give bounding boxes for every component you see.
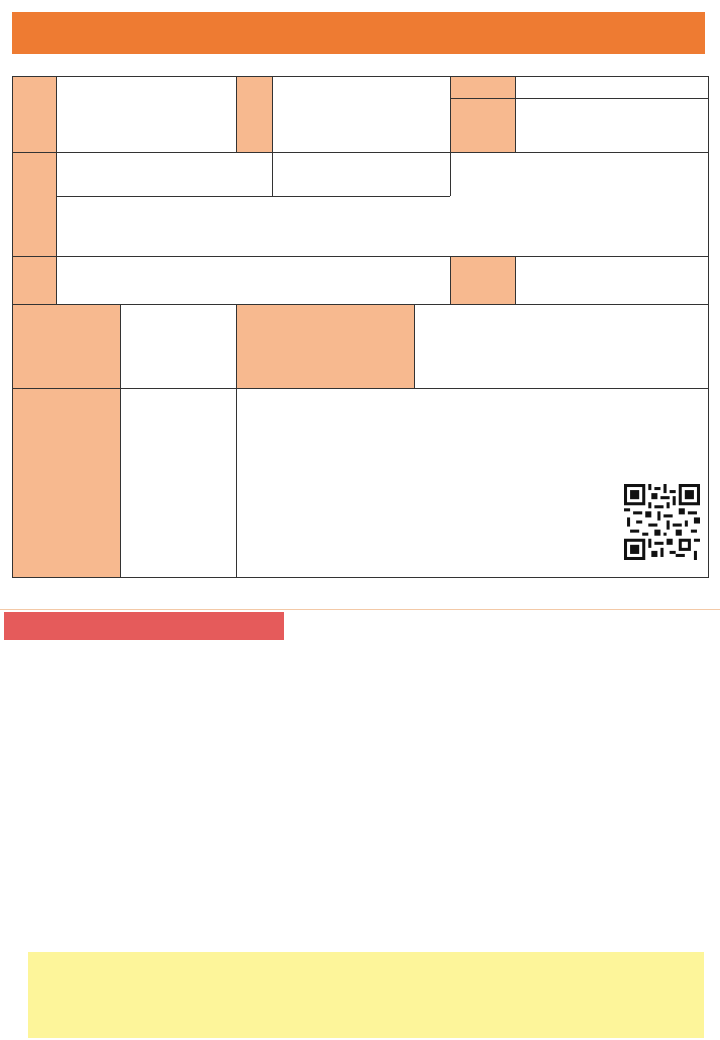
furigana-input[interactable] (516, 77, 707, 98)
address-input[interactable] (57, 257, 449, 303)
form-title (12, 12, 705, 54)
section-divider (0, 609, 720, 610)
notes-heading (4, 612, 284, 640)
fair-recruitment-box (28, 952, 704, 1038)
phone-input[interactable] (516, 257, 707, 303)
qr-code-icon[interactable] (624, 484, 700, 560)
name-input[interactable] (516, 99, 707, 151)
job-number-input[interactable] (237, 430, 617, 510)
